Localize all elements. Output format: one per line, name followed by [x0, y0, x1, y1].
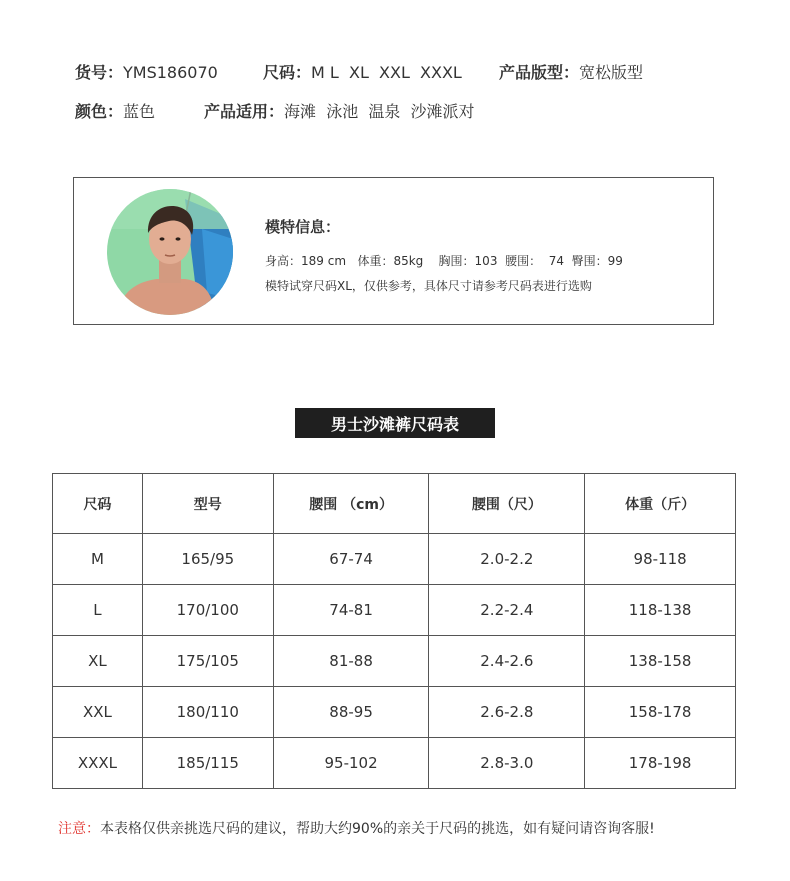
table-cell: 2.4-2.6: [429, 636, 585, 687]
table-row: [53, 585, 736, 636]
table-body: [53, 534, 736, 789]
table-row: [53, 687, 736, 738]
table-cell: 185/115: [142, 738, 273, 789]
table-cell: 138-158: [585, 636, 736, 687]
table-cell: XL: [53, 636, 143, 687]
model-stats: 身高：189 cm 体重：85kg 胸围：103 腰围： 74 臀围：99: [265, 254, 623, 268]
table-cell: 98-118: [585, 534, 736, 585]
model-avatar: [107, 189, 233, 315]
item-no-label: 货号：: [75, 63, 124, 82]
table-cell: 178-198: [585, 738, 736, 789]
fit: [499, 60, 643, 83]
table-cell: 2.6-2.8: [429, 687, 585, 738]
table-cell: 2.8-3.0: [429, 738, 585, 789]
table-cell: 118-138: [585, 585, 736, 636]
table-cell: XXXL: [53, 738, 143, 789]
sizes-value: M L XL XXL XXXL: [311, 63, 462, 82]
table-cell: 175/105: [142, 636, 273, 687]
size-table-title: 男士沙滩裤尺码表: [295, 408, 495, 438]
table-row: [53, 534, 736, 585]
notice-label: 注意：: [58, 821, 100, 837]
model-photo-icon: [107, 189, 233, 315]
table-cell: L: [53, 585, 143, 636]
table-header-row: [53, 474, 736, 534]
table-cell: 2.0-2.2: [429, 534, 585, 585]
notice: [58, 818, 655, 838]
model-info-title: 模特信息：: [265, 218, 341, 236]
column-header: 腰围 （cm）: [273, 474, 429, 534]
usage-value: 海滩 泳池 温泉 沙滩派对: [284, 102, 475, 121]
color: [75, 99, 155, 122]
table-row: [53, 636, 736, 687]
fit-label: 产品版型：: [499, 63, 580, 82]
table-cell: 170/100: [142, 585, 273, 636]
table-cell: 95-102: [273, 738, 429, 789]
usage: [204, 99, 475, 122]
column-header: 腰围（尺）: [429, 474, 585, 534]
table-cell: M: [53, 534, 143, 585]
size-table: [52, 473, 736, 789]
sizes-label: 尺码：: [263, 63, 312, 82]
table-cell: 165/95: [142, 534, 273, 585]
table-cell: 180/110: [142, 687, 273, 738]
table-cell: XXL: [53, 687, 143, 738]
model-note: 模特试穿尺码XL，仅供参考，具体尺寸请参考尺码表进行选购: [265, 279, 592, 293]
column-header: 型号: [142, 474, 273, 534]
item-no-value: YMS186070: [123, 63, 218, 82]
column-header: 尺码: [53, 474, 143, 534]
usage-label: 产品适用：: [204, 102, 285, 121]
column-header: 体重（斤）: [585, 474, 736, 534]
model-info-box: [73, 177, 714, 325]
table-cell: 81-88: [273, 636, 429, 687]
sizes: [263, 60, 462, 83]
table-cell: 88-95: [273, 687, 429, 738]
table-cell: 2.2-2.4: [429, 585, 585, 636]
table-cell: 74-81: [273, 585, 429, 636]
fit-value: 宽松版型: [579, 63, 644, 82]
table-row: [53, 738, 736, 789]
table-cell: 67-74: [273, 534, 429, 585]
notice-text: 本表格仅供亲挑选尺码的建议，帮助大约90%的亲关于尺码的挑选，如有疑问请咨询客服!: [100, 821, 655, 837]
table-cell: 158-178: [585, 687, 736, 738]
color-label: 颜色：: [75, 102, 124, 121]
item-no: [75, 60, 218, 83]
color-value: 蓝色: [123, 102, 156, 121]
